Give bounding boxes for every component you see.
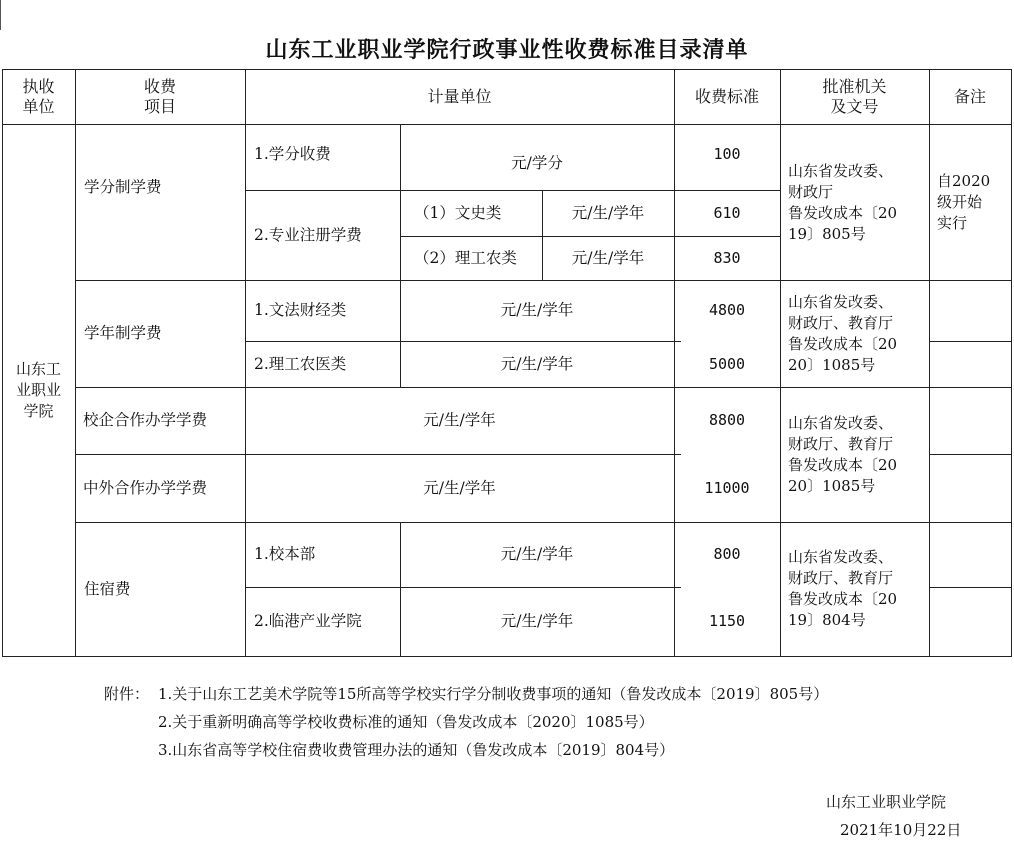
unit-name: 山东工 业职业 学院 <box>15 360 61 420</box>
item-credit-tuition: 学分制学费 <box>84 178 162 196</box>
unit-liberal-arts: 元/生/学年 <box>571 203 645 222</box>
unit-lingang-college: 元/生/学年 <box>500 612 574 630</box>
row-line <box>929 587 1012 588</box>
sub-law-finance: 1.文法财经类 <box>254 301 347 319</box>
unit-science-eng: 元/生/学年 <box>571 248 645 267</box>
approval-credit: 山东省发改委、 财政厅 鲁发改成本〔20 19〕805号 <box>788 161 898 243</box>
footnote-label: 附件： <box>104 685 150 703</box>
fee-credit-fee: 100 <box>713 145 741 163</box>
row-line <box>929 454 1012 455</box>
sub-major-registration: 2.专业注册学费 <box>254 225 362 244</box>
item-coop-tuition: 校企合作办学学费 <box>83 411 208 429</box>
approval-coop: 山东省发改委、 财政厅、教育厅 鲁发改成本〔20 20〕1085号 <box>788 413 898 495</box>
sub-sci-agri-med: 2.理工农医类 <box>254 354 347 373</box>
remark-credit: 自2020 级开始 实行 <box>937 172 991 232</box>
unit-law-finance: 元/生/学年 <box>500 301 574 319</box>
table-border-right <box>1011 69 1012 656</box>
sub-liberal-arts: （1）文史类 <box>414 203 502 222</box>
item-intl-tuition: 中外合作办学学费 <box>83 478 208 497</box>
corner-line <box>0 0 1 30</box>
fee-sci-agri-med: 5000 <box>708 354 746 373</box>
sub-science-eng: （2）理工农类 <box>414 248 517 267</box>
header-item: 收费 项目 <box>143 76 176 116</box>
header-remark: 备注 <box>953 86 986 106</box>
header-unit: 执收 单位 <box>22 76 55 116</box>
signature-org: 山东工业职业学院 <box>826 793 947 811</box>
sub-credit-fee: 1.学分收费 <box>254 145 331 163</box>
fee-intl-tuition: 11000 <box>704 478 750 497</box>
unit-sci-agri-med: 元/生/学年 <box>500 354 574 373</box>
sub-lingang-college: 2.临港产业学院 <box>254 612 362 630</box>
signature-date: 2021年10月22日 <box>840 821 962 839</box>
fee-liberal-arts: 610 <box>713 203 741 222</box>
sub-main-campus: 1.校本部 <box>254 545 316 563</box>
footnote-item-2: 2.关于重新明确高等学校收费标准的通知（鲁发改成本〔2020〕1085号） <box>158 713 654 731</box>
unit-main-campus: 元/生/学年 <box>500 545 574 563</box>
header-measure: 计量单位 <box>427 86 492 106</box>
fee-science-eng: 830 <box>713 248 741 267</box>
fee-main-campus: 800 <box>713 545 741 563</box>
item-year-tuition: 学年制学费 <box>84 324 162 342</box>
item-dorm-fee: 住宿费 <box>84 579 131 598</box>
unit-credit-fee: 元/学分 <box>511 154 563 172</box>
fee-coop-tuition: 8800 <box>708 411 746 429</box>
header-approval: 批准机关 及文号 <box>822 76 887 116</box>
footnote-item-1: 1.关于山东工艺美术学院等15所高等学校实行学分制收费事项的通知（鲁发改成本〔2019〕805号） <box>158 685 829 703</box>
row-line <box>929 341 1012 342</box>
header-standard: 收费标准 <box>694 86 759 106</box>
footnote-item-3: 3.山东省高等学校住宿费收费管理办法的通知（鲁发改成本〔2019〕804号） <box>158 741 675 759</box>
page-title: 山东工业职业学院行政事业性收费标准目录清单 <box>265 37 749 63</box>
approval-dorm: 山东省发改委、 财政厅、教育厅 鲁发改成本〔20 19〕804号 <box>788 548 898 629</box>
unit-intl-tuition: 元/生/学年 <box>423 478 496 497</box>
approval-year: 山东省发改委、 财政厅、教育厅 鲁发改成本〔20 20〕1085号 <box>788 292 898 374</box>
unit-coop-tuition: 元/生/学年 <box>423 411 496 429</box>
table-border-bottom <box>2 656 1012 657</box>
fee-lingang-college: 1150 <box>708 612 746 630</box>
fee-law-finance: 4800 <box>708 301 746 319</box>
